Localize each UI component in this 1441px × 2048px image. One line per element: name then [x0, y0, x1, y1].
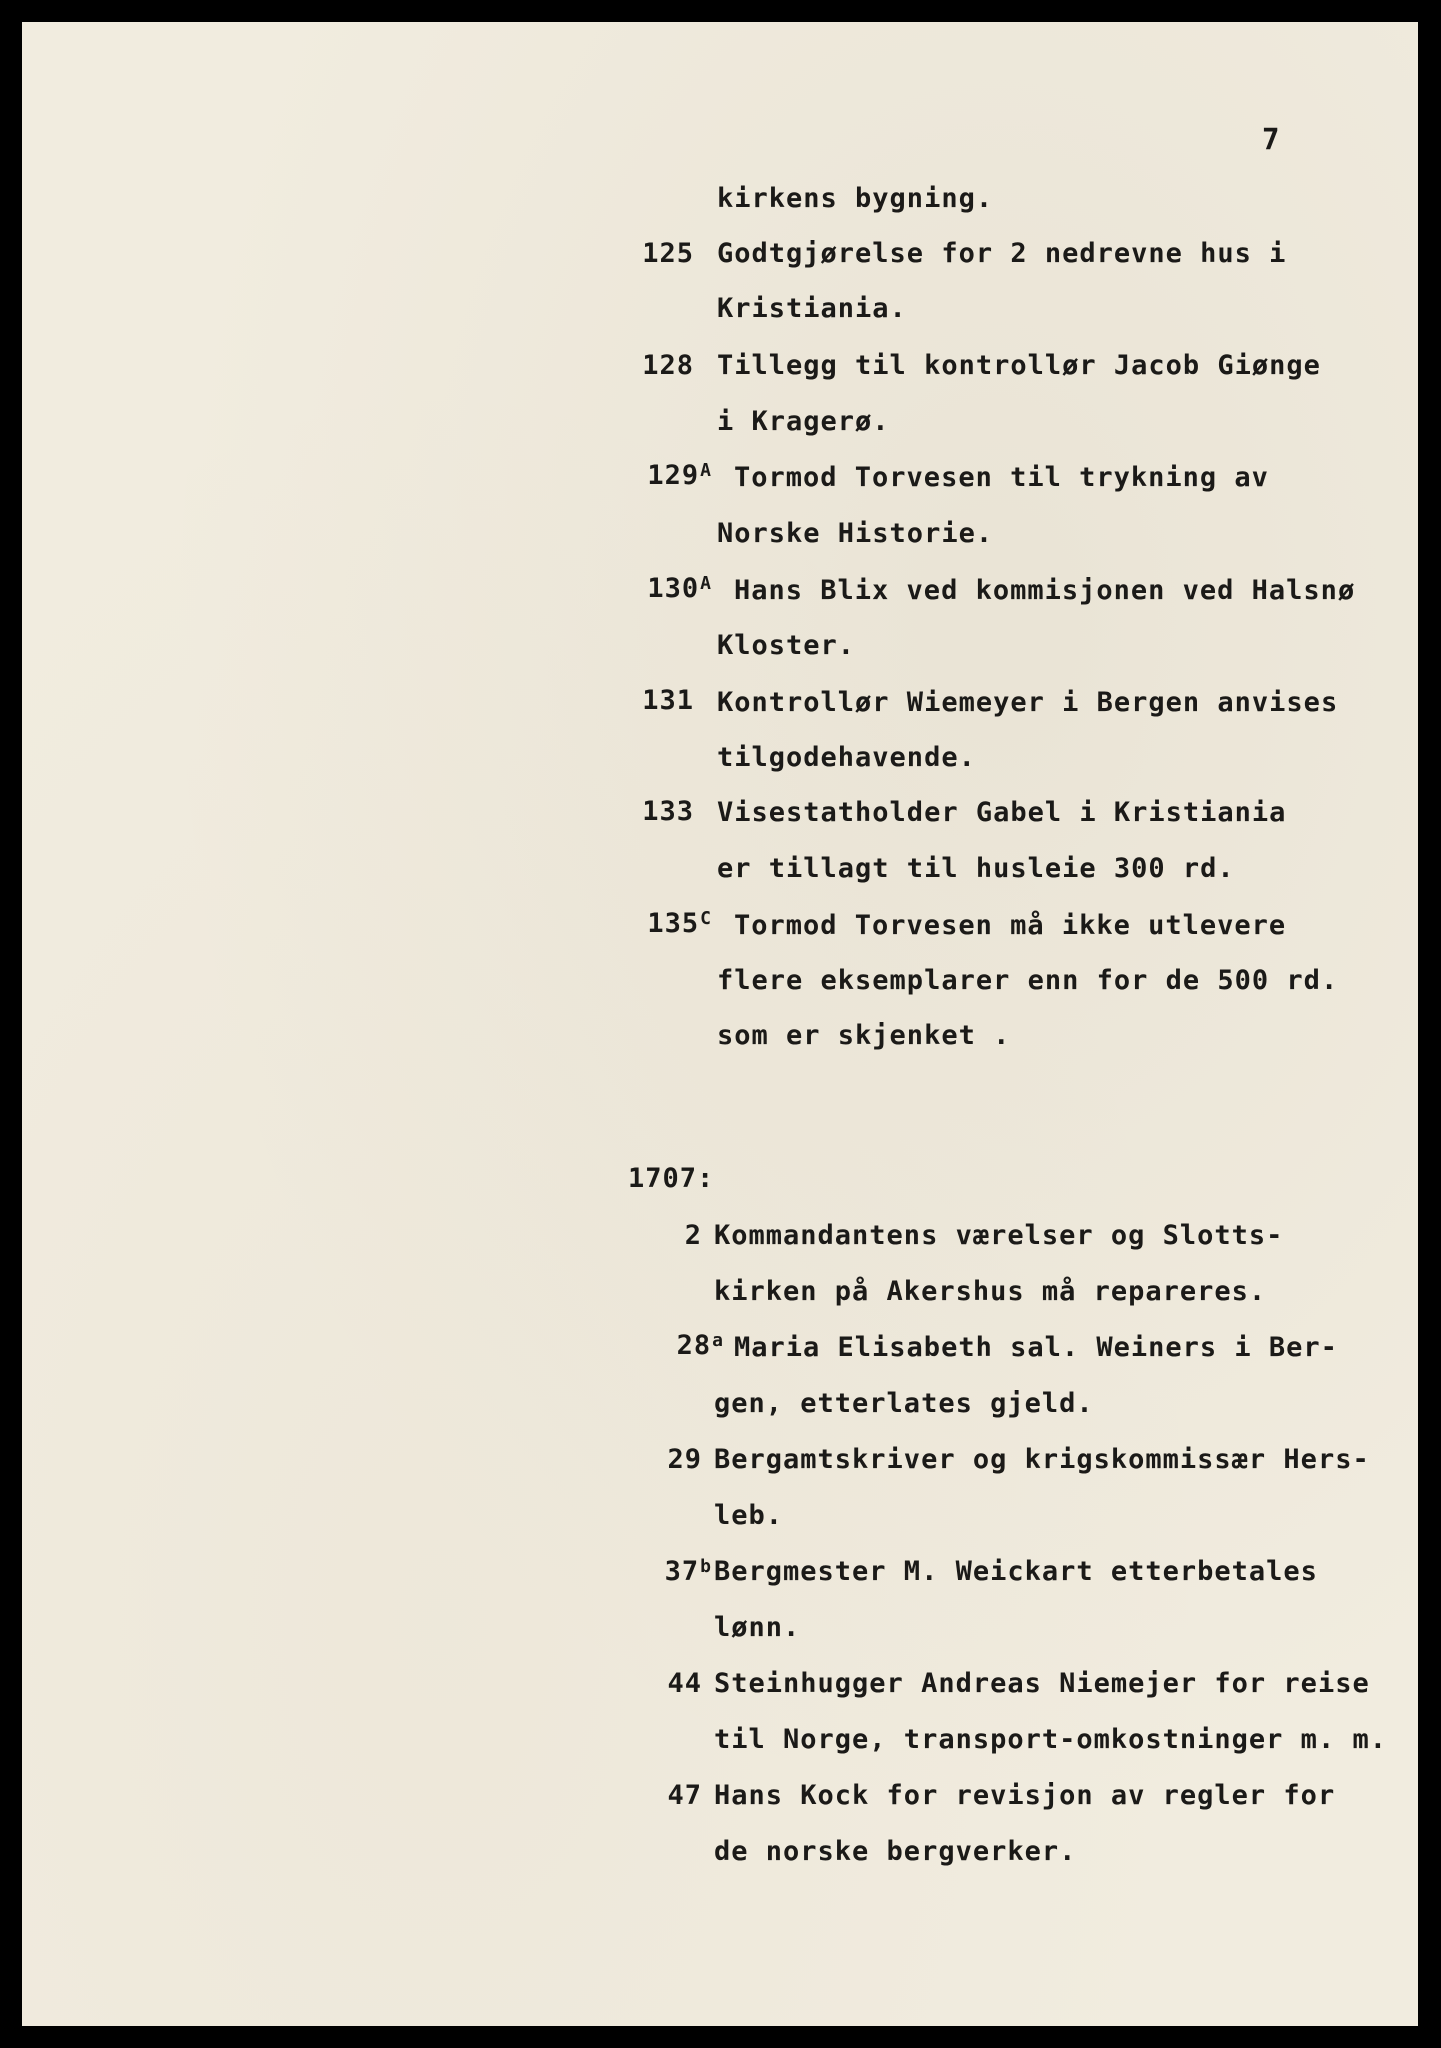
entry-number-value: 133 [642, 796, 694, 827]
entry-number-value: 44 [667, 1668, 702, 1699]
entry-number-value: 128 [642, 350, 694, 381]
entry-text-line: Hans Kock for revisjon av regler for [714, 1780, 1336, 1811]
entry-text-line: flere eksemplarer enn for de 500 rd. [717, 965, 1339, 996]
entry-text-line: Tormod Torvesen til trykning av [734, 462, 1269, 493]
entry-text-line: Godtgjørelse for 2 nedrevne hus i [717, 238, 1287, 269]
entry-number-value: 129 [647, 460, 700, 491]
entry-number-value: 131 [642, 685, 694, 716]
page-number: 7 [1262, 122, 1280, 156]
entry-number-value: 130 [647, 573, 700, 604]
entry-text-line: Kristiania. [717, 293, 907, 324]
entry-number-superscript: C [700, 908, 712, 929]
entry-number [612, 1446, 702, 1473]
entry-text-line: tilgodehavende. [717, 742, 976, 773]
entry-number [612, 798, 694, 825]
entry-number [612, 1222, 702, 1249]
entry-text-line: Kommandantens værelser og Slotts- [714, 1220, 1284, 1251]
entry-number-superscript: b [700, 1556, 712, 1577]
entry-number [612, 352, 694, 379]
entry-text-line: gen, etterlates gjeld. [714, 1388, 1094, 1419]
entry-number [612, 910, 712, 937]
entry-text-line: Steinhugger Andreas Niemejer for reise [714, 1668, 1370, 1699]
entry-number [612, 1332, 724, 1359]
entry-text-line: leb. [714, 1500, 784, 1531]
entry-text-line: Bergamtskriver og krigskommissær Hers- [714, 1444, 1370, 1475]
entry-number-superscript: A [700, 460, 712, 481]
entry-text-line: Maria Elisabeth sal. Weiners i Ber- [734, 1332, 1338, 1363]
entry-number [612, 575, 712, 602]
entry-text-line: Norske Historie. [717, 518, 994, 549]
entry-number [612, 240, 694, 267]
entry-number-value: 29 [667, 1444, 702, 1475]
entry-text-line: som er skjenket . [717, 1020, 1011, 1051]
entry-number-value: 2 [684, 1220, 702, 1251]
entry-number-value: 28 [676, 1330, 712, 1361]
entry-number-value: 125 [642, 238, 694, 269]
entry-number-value: 47 [667, 1780, 702, 1811]
entry-text-line: Kloster. [717, 630, 856, 661]
entry-number [612, 1670, 702, 1697]
entry-text-line: til Norge, transport-omkostninger m. m. [714, 1724, 1387, 1755]
entry-number [612, 1782, 702, 1809]
entry-text-line: Tormod Torvesen må ikke utlevere [734, 910, 1287, 941]
entry-text-line: de norske bergverker. [714, 1836, 1077, 1867]
entry-number-value: 37 [664, 1556, 700, 1587]
entry-text-line: er tillagt til husleie 300 rd. [717, 853, 1235, 884]
entry-text-line: Tillegg til kontrollør Jacob Giønge [717, 350, 1321, 381]
entry-text-line: lønn. [714, 1612, 801, 1643]
entry-number [612, 687, 694, 714]
year-heading: 1707: [628, 1163, 715, 1194]
entry-number-superscript: a [712, 1330, 724, 1351]
entry-text-line: kirkens bygning. [717, 183, 994, 214]
entry-text-line: Bergmester M. Weickart etterbetales [714, 1556, 1318, 1587]
document-page [22, 22, 1418, 2026]
entry-text-line: Kontrollør Wiemeyer i Bergen anvises [717, 687, 1339, 718]
entry-number-superscript: A [700, 573, 712, 594]
entry-text-line: Visestatholder Gabel i Kristiania [717, 797, 1287, 828]
entry-number [612, 462, 712, 489]
entry-text-line: i Kragerø. [717, 406, 890, 437]
entry-number [612, 1558, 712, 1585]
entry-text-line: Hans Blix ved kommisjonen ved Halsnø [734, 575, 1356, 606]
entry-number-value: 135 [647, 908, 700, 939]
entry-text-line: kirken på Akershus må repareres. [714, 1276, 1267, 1307]
